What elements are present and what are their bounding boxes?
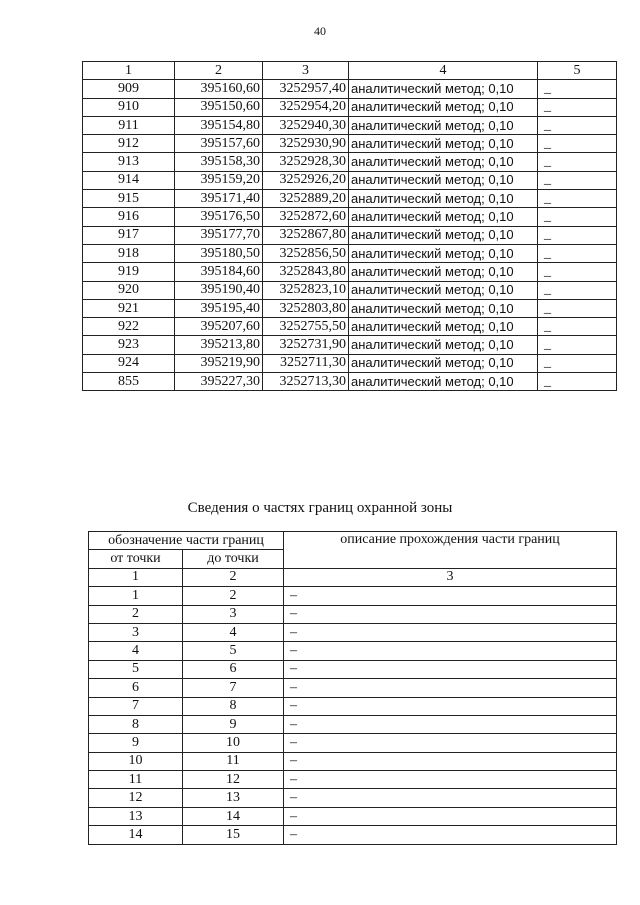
description-cell: – bbox=[284, 826, 617, 844]
method-cell: аналитический метод; 0,10 bbox=[349, 190, 538, 208]
point-number-cell: 916 bbox=[83, 208, 175, 226]
y-coordinate-cell: 3252930,90 bbox=[263, 135, 349, 153]
x-coordinate-cell: 395160,60 bbox=[175, 80, 263, 98]
column-number: 1 bbox=[89, 568, 183, 586]
x-coordinate-cell: 395171,40 bbox=[175, 190, 263, 208]
column-header: 5 bbox=[538, 62, 617, 80]
table-row bbox=[83, 336, 617, 354]
table-row bbox=[89, 623, 617, 641]
point-number-cell: 909 bbox=[83, 80, 175, 98]
point-number-cell: 923 bbox=[83, 336, 175, 354]
description-cell: _ bbox=[538, 116, 617, 134]
point-number-cell: 920 bbox=[83, 281, 175, 299]
table-row bbox=[83, 190, 617, 208]
column-number: 3 bbox=[284, 568, 617, 586]
description-cell: – bbox=[284, 789, 617, 807]
description-cell: _ bbox=[538, 263, 617, 281]
section-title: Сведения о частях границ охранной зоны bbox=[187, 500, 453, 516]
y-coordinate-cell: 3252928,30 bbox=[263, 153, 349, 171]
x-coordinate-cell: 395159,20 bbox=[175, 171, 263, 189]
method-cell: аналитический метод; 0,10 bbox=[349, 336, 538, 354]
y-coordinate-cell: 3252872,60 bbox=[263, 208, 349, 226]
description-cell: – bbox=[284, 771, 617, 789]
y-coordinate-cell: 3252755,50 bbox=[263, 318, 349, 336]
method-cell: аналитический метод; 0,10 bbox=[349, 116, 538, 134]
to-point-cell: 5 bbox=[183, 642, 284, 660]
boundary-numbering-row bbox=[89, 568, 617, 586]
table-row bbox=[89, 826, 617, 844]
point-number-cell: 915 bbox=[83, 190, 175, 208]
description-cell: – bbox=[284, 697, 617, 715]
table-row bbox=[89, 752, 617, 770]
table-row bbox=[89, 679, 617, 697]
y-coordinate-cell: 3252940,30 bbox=[263, 116, 349, 134]
method-cell: аналитический метод; 0,10 bbox=[349, 98, 538, 116]
table-row bbox=[83, 226, 617, 244]
x-coordinate-cell: 395150,60 bbox=[175, 98, 263, 116]
method-cell: аналитический метод; 0,10 bbox=[349, 153, 538, 171]
coordinates-body bbox=[83, 80, 617, 391]
description-cell: – bbox=[284, 660, 617, 678]
table-row bbox=[83, 299, 617, 317]
coordinates-table bbox=[82, 61, 617, 391]
point-number-cell: 922 bbox=[83, 318, 175, 336]
from-point-cell: 4 bbox=[89, 642, 183, 660]
x-coordinate-cell: 395176,50 bbox=[175, 208, 263, 226]
column-header: 1 bbox=[83, 62, 175, 80]
to-point-cell: 2 bbox=[183, 587, 284, 605]
description-cell: – bbox=[284, 587, 617, 605]
x-coordinate-cell: 395184,60 bbox=[175, 263, 263, 281]
point-number-cell: 917 bbox=[83, 226, 175, 244]
description-cell: _ bbox=[538, 281, 617, 299]
description-cell: – bbox=[284, 679, 617, 697]
table-row bbox=[89, 771, 617, 789]
point-number-cell: 919 bbox=[83, 263, 175, 281]
table-row bbox=[83, 244, 617, 262]
column-number: 2 bbox=[183, 568, 284, 586]
method-cell: аналитический метод; 0,10 bbox=[349, 135, 538, 153]
point-number-cell: 912 bbox=[83, 135, 175, 153]
method-cell: аналитический метод; 0,10 bbox=[349, 281, 538, 299]
to-point-cell: 6 bbox=[183, 660, 284, 678]
to-point-cell: 9 bbox=[183, 715, 284, 733]
to-point-cell: 12 bbox=[183, 771, 284, 789]
header-boundary-description: описание прохождения части границ bbox=[284, 532, 617, 569]
description-cell: – bbox=[284, 715, 617, 733]
y-coordinate-cell: 3252823,10 bbox=[263, 281, 349, 299]
table-row bbox=[89, 734, 617, 752]
table-row bbox=[89, 697, 617, 715]
from-point-cell: 10 bbox=[89, 752, 183, 770]
to-point-cell: 3 bbox=[183, 605, 284, 623]
column-header: 4 bbox=[349, 62, 538, 80]
table-row bbox=[83, 116, 617, 134]
x-coordinate-cell: 395157,60 bbox=[175, 135, 263, 153]
header-to-point: до точки bbox=[183, 550, 284, 568]
table-row bbox=[83, 80, 617, 98]
table-row bbox=[83, 171, 617, 189]
table-row bbox=[83, 98, 617, 116]
to-point-cell: 7 bbox=[183, 679, 284, 697]
table-row bbox=[83, 318, 617, 336]
y-coordinate-cell: 3252954,20 bbox=[263, 98, 349, 116]
header-boundary-designation: обозначение части границ bbox=[89, 532, 284, 550]
header-from-point: от точки bbox=[89, 550, 183, 568]
column-header: 3 bbox=[263, 62, 349, 80]
description-cell: – bbox=[284, 605, 617, 623]
point-number-cell: 918 bbox=[83, 244, 175, 262]
point-number-cell: 910 bbox=[83, 98, 175, 116]
table-row bbox=[89, 807, 617, 825]
description-cell: _ bbox=[538, 135, 617, 153]
description-cell: – bbox=[284, 752, 617, 770]
point-number-cell: 924 bbox=[83, 354, 175, 372]
x-coordinate-cell: 395158,30 bbox=[175, 153, 263, 171]
boundary-header-row bbox=[89, 532, 617, 550]
table-row bbox=[89, 642, 617, 660]
method-cell: аналитический метод; 0,10 bbox=[349, 171, 538, 189]
description-cell: _ bbox=[538, 171, 617, 189]
boundary-parts-table bbox=[88, 531, 617, 845]
x-coordinate-cell: 395227,30 bbox=[175, 373, 263, 391]
description-cell: _ bbox=[538, 318, 617, 336]
y-coordinate-cell: 3252867,80 bbox=[263, 226, 349, 244]
to-point-cell: 14 bbox=[183, 807, 284, 825]
to-point-cell: 8 bbox=[183, 697, 284, 715]
table-row bbox=[89, 715, 617, 733]
description-cell: _ bbox=[538, 98, 617, 116]
description-cell: _ bbox=[538, 244, 617, 262]
description-cell: – bbox=[284, 623, 617, 641]
x-coordinate-cell: 395219,90 bbox=[175, 354, 263, 372]
table-row bbox=[83, 281, 617, 299]
method-cell: аналитический метод; 0,10 bbox=[349, 318, 538, 336]
description-cell: _ bbox=[538, 354, 617, 372]
table-row bbox=[83, 153, 617, 171]
y-coordinate-cell: 3252731,90 bbox=[263, 336, 349, 354]
to-point-cell: 11 bbox=[183, 752, 284, 770]
method-cell: аналитический метод; 0,10 bbox=[349, 80, 538, 98]
description-cell: – bbox=[284, 734, 617, 752]
y-coordinate-cell: 3252889,20 bbox=[263, 190, 349, 208]
description-cell: _ bbox=[538, 336, 617, 354]
table-row bbox=[83, 208, 617, 226]
coordinates-header-row bbox=[83, 62, 617, 80]
to-point-cell: 10 bbox=[183, 734, 284, 752]
from-point-cell: 9 bbox=[89, 734, 183, 752]
point-number-cell: 914 bbox=[83, 171, 175, 189]
point-number-cell: 913 bbox=[83, 153, 175, 171]
point-number-cell: 921 bbox=[83, 299, 175, 317]
table-row bbox=[83, 373, 617, 391]
from-point-cell: 8 bbox=[89, 715, 183, 733]
method-cell: аналитический метод; 0,10 bbox=[349, 226, 538, 244]
description-cell: _ bbox=[538, 373, 617, 391]
table-row bbox=[83, 263, 617, 281]
x-coordinate-cell: 395154,80 bbox=[175, 116, 263, 134]
method-cell: аналитический метод; 0,10 bbox=[349, 299, 538, 317]
y-coordinate-cell: 3252856,50 bbox=[263, 244, 349, 262]
to-point-cell: 15 bbox=[183, 826, 284, 844]
description-cell: – bbox=[284, 807, 617, 825]
method-cell: аналитический метод; 0,10 bbox=[349, 373, 538, 391]
from-point-cell: 12 bbox=[89, 789, 183, 807]
point-number-cell: 911 bbox=[83, 116, 175, 134]
description-cell: – bbox=[284, 642, 617, 660]
description-cell: _ bbox=[538, 299, 617, 317]
y-coordinate-cell: 3252843,80 bbox=[263, 263, 349, 281]
y-coordinate-cell: 3252803,80 bbox=[263, 299, 349, 317]
method-cell: аналитический метод; 0,10 bbox=[349, 244, 538, 262]
description-cell: _ bbox=[538, 226, 617, 244]
x-coordinate-cell: 395177,70 bbox=[175, 226, 263, 244]
x-coordinate-cell: 395195,40 bbox=[175, 299, 263, 317]
from-point-cell: 6 bbox=[89, 679, 183, 697]
method-cell: аналитический метод; 0,10 bbox=[349, 263, 538, 281]
to-point-cell: 13 bbox=[183, 789, 284, 807]
x-coordinate-cell: 395213,80 bbox=[175, 336, 263, 354]
from-point-cell: 11 bbox=[89, 771, 183, 789]
x-coordinate-cell: 395190,40 bbox=[175, 281, 263, 299]
x-coordinate-cell: 395180,50 bbox=[175, 244, 263, 262]
description-cell: _ bbox=[538, 190, 617, 208]
table-row bbox=[83, 135, 617, 153]
description-cell: _ bbox=[538, 208, 617, 226]
table-row bbox=[89, 605, 617, 623]
y-coordinate-cell: 3252957,40 bbox=[263, 80, 349, 98]
from-point-cell: 7 bbox=[89, 697, 183, 715]
from-point-cell: 1 bbox=[89, 587, 183, 605]
table-row bbox=[89, 587, 617, 605]
table-row bbox=[89, 660, 617, 678]
method-cell: аналитический метод; 0,10 bbox=[349, 208, 538, 226]
from-point-cell: 5 bbox=[89, 660, 183, 678]
y-coordinate-cell: 3252926,20 bbox=[263, 171, 349, 189]
to-point-cell: 4 bbox=[183, 623, 284, 641]
description-cell: _ bbox=[538, 153, 617, 171]
method-cell: аналитический метод; 0,10 bbox=[349, 354, 538, 372]
from-point-cell: 3 bbox=[89, 623, 183, 641]
point-number-cell: 855 bbox=[83, 373, 175, 391]
y-coordinate-cell: 3252713,30 bbox=[263, 373, 349, 391]
page-number: 40 bbox=[314, 24, 326, 38]
column-header: 2 bbox=[175, 62, 263, 80]
boundary-parts-body bbox=[89, 587, 617, 844]
table-row bbox=[83, 354, 617, 372]
table-row bbox=[89, 789, 617, 807]
from-point-cell: 2 bbox=[89, 605, 183, 623]
x-coordinate-cell: 395207,60 bbox=[175, 318, 263, 336]
from-point-cell: 13 bbox=[89, 807, 183, 825]
description-cell: _ bbox=[538, 80, 617, 98]
from-point-cell: 14 bbox=[89, 826, 183, 844]
y-coordinate-cell: 3252711,30 bbox=[263, 354, 349, 372]
